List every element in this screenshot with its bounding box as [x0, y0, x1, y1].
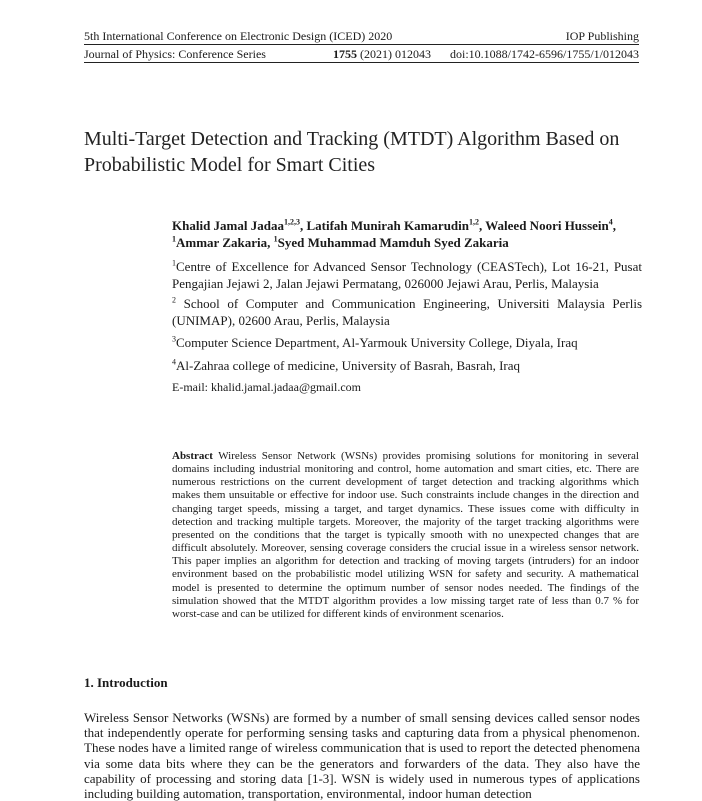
author-list — [172, 217, 642, 251]
author-affiliation-marker: 1 — [172, 234, 176, 244]
affiliation-marker: 1 — [172, 258, 176, 268]
section-heading: 1. Introduction — [84, 675, 168, 690]
author-name: Syed Muhammad Mamduh Syed Zakaria — [277, 235, 509, 250]
paper-title: Multi-Target Detection and Tracking (MTDT) Algorithm Based on Probabilistic Model for Smart Cities — [84, 128, 620, 176]
section-body: Wireless Sensor Networks (WSNs) are formed by a number of small sensing devices called sensor nodes that independently operate for performing sensing tasks and capturing data from a physical phenomenon. These nodes have a limited range of wireless communication that is used to report the detected phenomena via some data bits where they can be the generators and forwarders of the data. They also have the capability of processing and storing data [1-3]. WSN is widely used in numerous types of applications including building automation, transportation, environmental, indoor human detection — [84, 710, 640, 801]
header-volume: 1755 — [333, 47, 357, 61]
header-rule-top — [84, 44, 639, 45]
affiliation-marker: 4 — [172, 357, 176, 367]
header-rule-bottom — [84, 62, 639, 63]
header-citation — [333, 47, 431, 61]
header-doi: doi:10.1088/1742-6596/1755/1/012043 — [450, 47, 639, 61]
author-name: Ammar Zakaria — [176, 235, 268, 250]
author-separator: , — [612, 218, 617, 233]
author-name: Latifah Munirah Kamarudin — [306, 218, 469, 233]
author-email: E-mail: khalid.jamal.jadaa@gmail.com — [172, 380, 361, 394]
author-affiliation-marker: 4 — [608, 217, 613, 227]
affiliation-text: School of Computer and Communication Engineering, Universiti Malaysia Perlis (UNIMAP), 02600 Arau, Perlis, Malaysia — [172, 296, 642, 328]
affiliation-1 — [172, 258, 642, 292]
author-separator: , — [267, 235, 274, 250]
author-name: Khalid Jamal Jadaa — [172, 218, 284, 233]
affiliation-2 — [172, 295, 642, 329]
affiliation-4 — [172, 357, 642, 374]
header-journal: Journal of Physics: Conference Series — [84, 47, 266, 61]
header-year-article: (2021) 012043 — [360, 47, 431, 61]
author-affiliation-marker: 1,2 — [469, 217, 479, 227]
author-name: Waleed Noori Hussein — [485, 218, 609, 233]
author-separator: , — [479, 218, 486, 233]
abstract-label: Abstract — [172, 450, 213, 462]
affiliation-3 — [172, 334, 642, 351]
abstract — [172, 450, 639, 621]
affiliation-marker: 3 — [172, 334, 176, 344]
affiliation-text: Computer Science Department, Al-Yarmouk University College, Diyala, Iraq — [176, 335, 578, 350]
affiliation-marker: 2 — [172, 295, 176, 305]
affiliation-text: Al-Zahraa college of medicine, University of Basrah, Basrah, Iraq — [176, 358, 521, 373]
author-affiliation-marker: 1 — [273, 234, 278, 244]
author-affiliation-marker: 1,2,3 — [283, 217, 300, 227]
header-publisher: IOP Publishing — [565, 29, 639, 43]
header-conference: 5th International Conference on Electronic Design (ICED) 2020 — [84, 29, 393, 43]
abstract-text: Wireless Sensor Network (WSNs) provides promising solutions for monitoring in several domains including industrial monitoring and control, home automation and smart cities, etc. There are numerous restrictions on the current development of target detection and tracking algorithms which makes them unsuitable or effective for indoor use. Such constraints include changes in the direction and changing target speeds, missing a target, and target dynamics. These issues come with difficulty in detection and tracking multiple targets. Moreover, the majority of the target tracking algorithms were presented on the conditions that the target is typically smooth with no unexpected changes that are difficult absolutely. Moreover, sensing coverage considers the crucial issue in a wireless sensor network. This paper implies an algorithm for detection and tracking of moving targets (intruders) for an indoor environment based on the probabilistic model utilizing WSN for safety and security. A mathematical model is presented to determine the optimum number of sensor nodes needed. The findings of the simulation showed that the MTDT algorithm provides a low missing target rate of less than 0.7 % for worst-case and can be utilized for different kinds of environment scenarios. — [172, 450, 639, 620]
affiliation-text: Centre of Excellence for Advanced Sensor Technology (CEASTech), Lot 16-21, Pusat Pengajian Jejawi 2, Jalan Jejawi Permatang, 026000 Jejawi Arau, Perlis, Malaysia — [172, 259, 642, 291]
author-separator: , — [299, 218, 307, 233]
